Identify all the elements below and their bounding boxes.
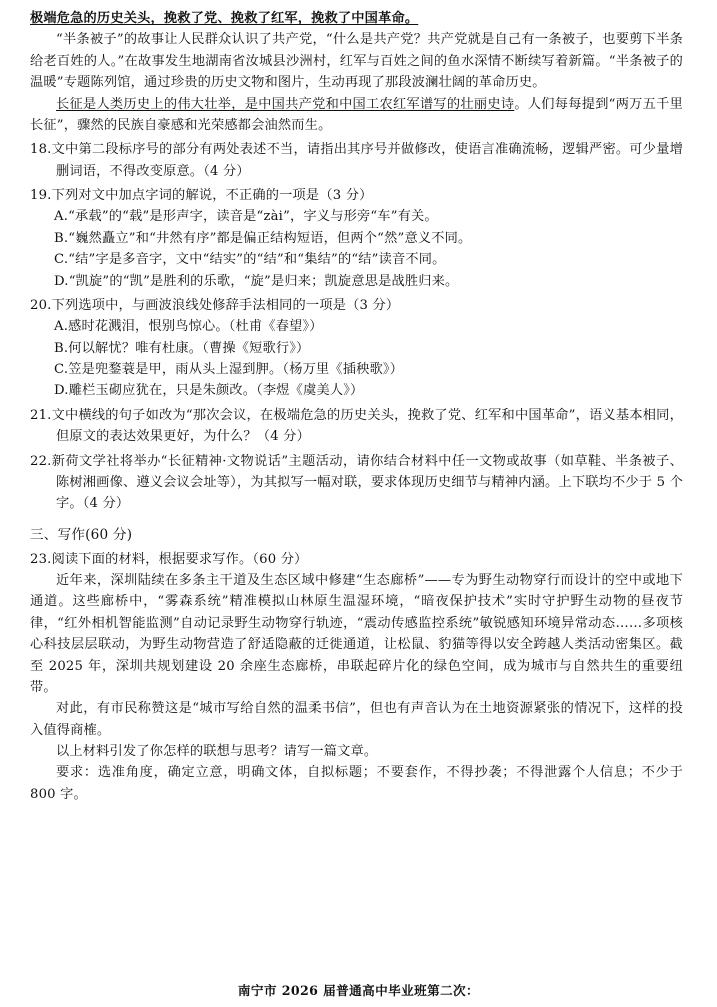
question-19-option-a: A.“承载”的“载”是形声字，读音是“zài”，字义与形旁“车”有关。	[54, 209, 438, 225]
question-20-option-d: D.雕栏玉砌应犹在，只是朱颜改。（李煜《虞美人》）	[54, 383, 364, 399]
paragraph-long-march	[30, 94, 683, 137]
question-20-option-c: C.笠是兜鍪蓑是甲，雨从头上湿到胛。（杨万里《插秧歌》）	[54, 362, 404, 377]
question-19-option-b: B.“巍然矗立”和“井然有序”都是偏正结构短语，但两个“然”意义不同。	[54, 230, 472, 246]
essay-material-paragraph-1: 近年来，深圳陆续在多条主干道及生态区域中修建“生态廊桥”——专为野生动物穿行而设计的空中或地下通道。这些廊桥中，“雾森系统”精准模拟山林原生温湿环境，“暗夜保护技术”实时守护野生动物的昼夜节律，“红外相机智能监测”自动记录野生动物穿行轨迹，“震动传感监控系统”敏锐感知环境异常动态……多项核心科技层层联动，为野生动物营造了舒适隐蔽的迁徙通道，让松鼠、豹猫等得以安全跨越人类活动密集区。截至 2025 年，深圳共规划建设 20 余座生态廊桥，串联起碎片化的绿色空间，成为城市与自然共生的重要纽带。	[30, 573, 683, 695]
question-20-option-a: A.感时花溅泪，恨别鸟惊心。（杜甫《春望》）	[54, 319, 323, 335]
section-heading-writing: 三、写作(60 分)	[30, 526, 133, 543]
question-19-option-d: D.“凯旋”的“凯”是胜利的乐歌，“旋”是归来；凯旋意思是战胜归来。	[54, 273, 459, 289]
page-footer: 南宁市 2026 届普通高中毕业班第二次：	[237, 983, 480, 998]
underlined-sentence: 长征是人类历史上的伟大壮举，是中国共产党和中国工农红军谱写的壮丽史诗	[56, 96, 515, 112]
paragraph-long-march-rest: 。人们每每提到“两万五千里长征”，骤然的民族自豪感和光荣感都会油然而生。	[30, 96, 684, 133]
question-20-option-b: B.何以解忧？唯有杜康。（曹操《短歌行》）	[54, 340, 310, 356]
question-22: 22.新荷文学社将举办“长征精神·文物说话”主题活动，请你结合材料中任一文物或故事（如草鞋、半条被子、陈树湘画像、遵义会议会址等），为其拟写一幅对联，要求体现历史细节与精神内涵。上下联均不少于 5 个字。（4 分）	[30, 453, 683, 512]
question-20: 20.下列选项中，与画波浪线处修辞手法相同的一项是（3 分）	[30, 297, 400, 313]
paragraph-half-quilt-story: “半条被子”的故事让人民群众认识了共产党，“什么是共产党？共产党就是自己有一条被子，也要剪下半条给老百姓的人。”在故事发生地湖南省汝城县沙洲村，红军与百姓之间的鱼水深情不断续写着新篇。“半条被子的温暖”专题陈列馆，通过珍贵的历史文物和图片，生动再现了那段波澜壮阔的革命历史。	[30, 32, 683, 91]
question-19-option-c: C.“结”字是多音字，文中“结实”的“结”和“集结”的“结”读音不同。	[54, 252, 446, 268]
essay-prompt-paragraph: 以上材料引发了你怎样的联想与思考？请写一篇文章。	[56, 744, 378, 760]
question-18: 18.文中第二段标序号的部分有两处表述不当，请指出其序号并做修改，使语言准确流畅，逻辑严密。可少量增删词语，不得改变原意。（4 分）	[30, 142, 683, 179]
question-19: 19.下列对文中加点字词的解说，不正确的一项是（3 分）	[30, 188, 373, 203]
question-21: 21.文中横线的句子如改为“那次会议，在极端危急的历史关头，挽救了党、红军和中国革命”，语义基本相同，但原文的表达效果更好，为什么？（4 分）	[30, 407, 683, 445]
essay-requirements-paragraph: 要求：选准角度，确定立意，明确文体，自拟标题；不要套作，不得抄袭；不得泄露个人信息；不少于 800 字。	[30, 765, 683, 802]
question-23: 23.阅读下面的材料，根据要求写作。（60 分）	[30, 551, 308, 567]
essay-material-paragraph-2: 对此，有市民称赞这是“城市写给自然的温柔书信”，但也有声音认为在土地资源紧张的情况下，这样的投入值得商榷。	[30, 701, 683, 738]
continued-sentence-line: 极端危急的历史关头，挽救了党、挽救了红军，挽救了中国革命。	[30, 11, 419, 26]
